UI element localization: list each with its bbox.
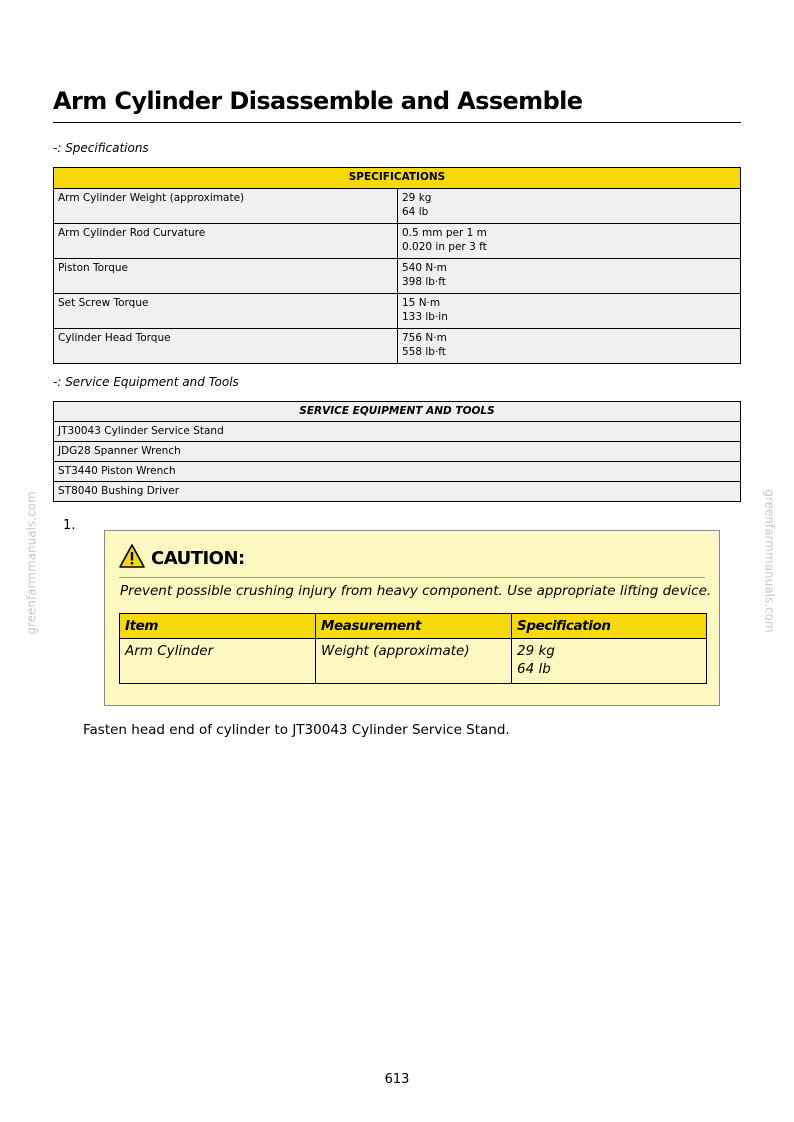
caution-spec-metric: 29 kg [517, 643, 555, 659]
spec-value-metric: 15 N·m [402, 297, 441, 309]
spec-value-metric: 756 N·m [402, 332, 447, 344]
spec-value-metric: 540 N·m [402, 262, 447, 274]
caution-spec-imperial: 64 lb [517, 661, 551, 677]
caution-text: Prevent possible crushing injury from heavy component. Use appropriate lifting device. [120, 583, 712, 599]
tools-label: -: Service Equipment and Tools [53, 375, 239, 389]
step-number: 1. [63, 518, 76, 533]
tool-item: JDG28 Spanner Wrench [54, 442, 741, 462]
caution-title: CAUTION: [151, 547, 245, 569]
caution-table [119, 613, 707, 684]
spec-name: Piston Torque [54, 259, 398, 294]
tools-header: SERVICE EQUIPMENT AND TOOLS [54, 402, 741, 422]
spec-value [398, 224, 741, 259]
caution-measurement: Weight (approximate) [316, 639, 512, 684]
table-row [54, 294, 741, 329]
table-row [54, 189, 741, 224]
table-row [54, 259, 741, 294]
column-header-specification: Specification [512, 614, 707, 639]
spec-value-imperial: 64 lb [402, 206, 429, 218]
caution-box [104, 530, 720, 706]
spec-value-imperial: 558 lb·ft [402, 346, 446, 358]
specifications-header: SPECIFICATIONS [54, 168, 741, 189]
spec-value [398, 294, 741, 329]
spec-name: Arm Cylinder Weight (approximate) [54, 189, 398, 224]
tool-item: JT30043 Cylinder Service Stand [54, 422, 741, 442]
spec-value-imperial: 398 lb·ft [402, 276, 446, 288]
divider [119, 577, 705, 578]
column-header-item: Item [120, 614, 316, 639]
spec-name: Arm Cylinder Rod Curvature [54, 224, 398, 259]
watermark-right: greenfarmmanuals.com [762, 489, 777, 633]
specifications-label: -: Specifications [53, 141, 149, 155]
table-row [54, 224, 741, 259]
warning-triangle-icon [119, 544, 151, 572]
caution-item: Arm Cylinder [120, 639, 316, 684]
spec-value-imperial: 133 lb·in [402, 311, 448, 323]
spec-value [398, 259, 741, 294]
spec-value-metric: 0.5 mm per 1 m [402, 227, 487, 239]
table-row [120, 639, 707, 684]
column-header-measurement: Measurement [316, 614, 512, 639]
caution-header [119, 544, 245, 572]
spec-value-imperial: 0.020 in per 3 ft [402, 241, 487, 253]
watermark-left: greenfarmmanuals.com [24, 491, 39, 635]
table-row [54, 329, 741, 364]
tools-table [53, 401, 741, 502]
spec-name: Cylinder Head Torque [54, 329, 398, 364]
caution-specification [512, 639, 707, 684]
instruction-text: Fasten head end of cylinder to JT30043 Cylinder Service Stand. [83, 722, 510, 738]
spec-name: Set Screw Torque [54, 294, 398, 329]
tool-item: ST3440 Piston Wrench [54, 462, 741, 482]
page-number: 613 [384, 1072, 410, 1087]
spec-value-metric: 29 kg [402, 192, 432, 204]
page-title: Arm Cylinder Disassemble and Assemble [53, 86, 741, 123]
spec-value [398, 329, 741, 364]
spec-value [398, 189, 741, 224]
specifications-table [53, 167, 741, 364]
tool-item: ST8040 Bushing Driver [54, 482, 741, 502]
